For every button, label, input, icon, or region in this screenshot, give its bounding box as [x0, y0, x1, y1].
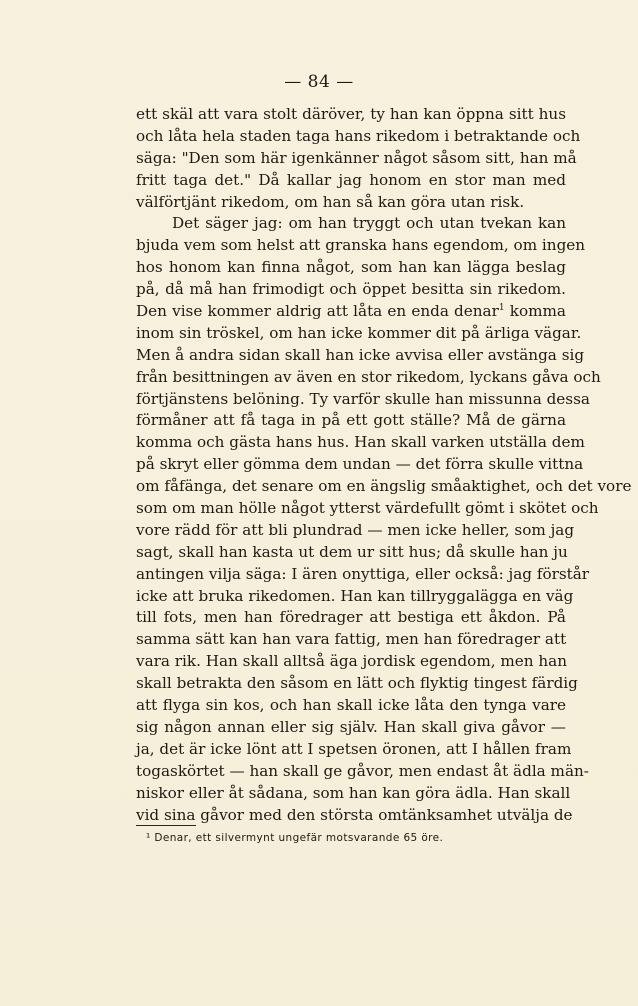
text-line: antingen vilja säga: I ären onyttiga, eller också: jag förstår: [136, 564, 590, 583]
page-number: — 84 —: [284, 72, 354, 92]
text-line: från besittningen av även en stor rikedom, lyckans gåva och: [136, 367, 601, 386]
text-line: och låta hela staden taga hans rikedom i betraktande och: [136, 126, 581, 145]
text-line: samma sätt kan han vara fattig, men han föredrager att: [136, 630, 567, 649]
text-line: Men å andra sidan skall han icke avvisa eller avstänga sig: [136, 345, 585, 364]
text-line: fritt taga det." Då kallar jag honom en stor man med: [136, 170, 566, 189]
text-line: säga: "Den som här igenkänner något såsom sitt, han må: [136, 148, 577, 167]
text-line: till fots, men han föredrager att bestiga ett åkdon. På: [136, 608, 566, 627]
text-line: komma och gästa hans hus. Han skall varken utställa dem: [136, 433, 585, 452]
text-line: på, då må han frimodigt och öppet besitta sin rikedom.: [136, 280, 566, 299]
body-text: [136, 104, 632, 826]
footnote-marker: 1: [498, 303, 505, 314]
text-line: om fåfänga, det senare om en ängslig småaktighet, och det vore: [136, 477, 632, 496]
text-line: på skryt eller gömma dem undan — det förra skulle vittna: [136, 455, 584, 474]
text-line: sagt, skall han kasta ut dem ur sitt hus; då skulle han ju: [136, 542, 568, 561]
text-line: inom sin tröskel, om han icke kommer dit på ärliga vägar.: [136, 323, 582, 342]
text-line: förtjänstens belöning. Ty varför skulle han missunna dessa: [136, 389, 590, 408]
denar-text: Den vise kommer aldrig att låta en enda denar: [136, 302, 499, 321]
text-line: välförtjänt rikedom, om han så kan göra utan risk.: [136, 192, 525, 211]
text-line: skall betrakta den såsom en lätt och flyktig tingest färdig: [136, 674, 578, 693]
text-line: förmåner att få taga in på ett gott ställe? Må de gärna: [136, 411, 566, 430]
text-line: att flyga sin kos, och han skall icke låta den tynga vare: [136, 696, 566, 715]
text-line: ja, det är icke lönt att I spetsen öronen, att I hållen fram: [136, 739, 572, 758]
text-line: vid sina gåvor med den största omtänksamhet utvälja de: [136, 805, 573, 824]
text-line-denar: [136, 301, 566, 323]
text-line: bjuda vem som helst att granska hans egendom, om ingen: [136, 236, 586, 255]
denar-tail: komma: [504, 302, 566, 321]
text-line: icke att bruka rikedomen. Han kan tillryggalägga en väg: [136, 586, 574, 605]
text-line: Det säger jag: om han tryggt och utan tvekan kan: [172, 214, 566, 233]
text-line: vore rädd för att bli plundrad — men icke heller, som jag: [136, 520, 575, 539]
text-line: niskor eller åt sådana, som han kan göra ädla. Han skall: [136, 783, 571, 802]
text-line: vara rik. Han skall alltså äga jordisk egendom, men han: [136, 652, 567, 671]
text-line: ett skäl att vara stolt däröver, ty han kan öppna sitt hus: [136, 105, 566, 123]
footnote-rule: [136, 825, 196, 826]
text-line: som om man hölle något ytterst värdefullt gömt i skötet och: [136, 499, 599, 518]
footnote: ¹ Denar, ett silvermynt ungefär motsvarande 65 öre.: [146, 832, 444, 844]
text-line: togaskörtet — han skall ge gåvor, men endast åt ädla män-: [136, 761, 589, 780]
text-line: hos honom kan finna något, som han kan lägga beslag: [136, 258, 566, 277]
text-line: sig någon annan eller sig själv. Han skall giva gåvor —: [136, 717, 566, 736]
